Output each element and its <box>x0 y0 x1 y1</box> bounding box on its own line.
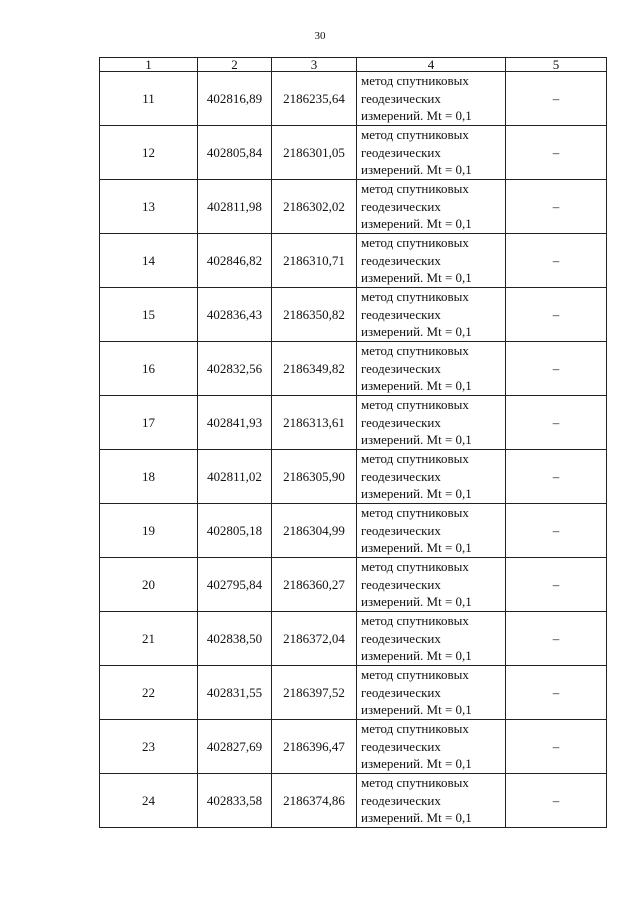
table-row <box>100 504 607 558</box>
note-dash: – <box>506 342 607 396</box>
coordinate-y: 2186374,86 <box>272 774 357 828</box>
table-row <box>100 126 607 180</box>
method-description <box>357 450 506 504</box>
note-dash: – <box>506 126 607 180</box>
method-line: геодезических <box>361 198 441 214</box>
point-number: 20 <box>100 558 198 612</box>
table-row <box>100 396 607 450</box>
point-number: 24 <box>100 774 198 828</box>
method-description <box>357 126 506 180</box>
note-dash: – <box>506 666 607 720</box>
method-line: измерений. Mt = 0,1 <box>361 216 472 232</box>
point-number: 23 <box>100 720 198 774</box>
method-line: измерений. Mt = 0,1 <box>361 270 472 286</box>
coordinate-y: 2186360,27 <box>272 558 357 612</box>
point-number: 22 <box>100 666 198 720</box>
header-col-5: 5 <box>506 58 607 72</box>
method-line: геодезических <box>361 630 441 646</box>
method-line: геодезических <box>361 576 441 592</box>
coordinate-y: 2186396,47 <box>272 720 357 774</box>
method-line: измерений. Mt = 0,1 <box>361 108 472 124</box>
table-row <box>100 180 607 234</box>
method-line: измерений. Mt = 0,1 <box>361 756 472 772</box>
point-number: 14 <box>100 234 198 288</box>
coordinate-y: 2186397,52 <box>272 666 357 720</box>
method-line: геодезических <box>361 144 441 160</box>
note-dash: – <box>506 450 607 504</box>
method-line: метод спутниковых <box>361 721 469 737</box>
point-number: 12 <box>100 126 198 180</box>
method-line: измерений. Mt = 0,1 <box>361 810 472 826</box>
method-line: геодезических <box>361 468 441 484</box>
table-row <box>100 720 607 774</box>
coordinate-y: 2186372,04 <box>272 612 357 666</box>
method-description <box>357 396 506 450</box>
coordinate-y: 2186301,05 <box>272 126 357 180</box>
coordinate-x: 402831,55 <box>198 666 272 720</box>
point-number: 17 <box>100 396 198 450</box>
method-line: метод спутниковых <box>361 235 469 251</box>
coordinate-x: 402805,18 <box>198 504 272 558</box>
coordinate-x: 402827,69 <box>198 720 272 774</box>
table-row <box>100 234 607 288</box>
method-line: метод спутниковых <box>361 127 469 143</box>
method-line: геодезических <box>361 306 441 322</box>
method-line: геодезических <box>361 90 441 106</box>
coordinate-y: 2186350,82 <box>272 288 357 342</box>
table-row <box>100 72 607 126</box>
coordinate-x: 402846,82 <box>198 234 272 288</box>
method-line: измерений. Mt = 0,1 <box>361 648 472 664</box>
method-line: метод спутниковых <box>361 667 469 683</box>
method-description <box>357 612 506 666</box>
coordinate-x: 402811,02 <box>198 450 272 504</box>
method-description <box>357 342 506 396</box>
note-dash: – <box>506 612 607 666</box>
table-row <box>100 558 607 612</box>
coordinate-x: 402838,50 <box>198 612 272 666</box>
point-number: 13 <box>100 180 198 234</box>
note-dash: – <box>506 774 607 828</box>
header-col-1: 1 <box>100 58 198 72</box>
point-number: 15 <box>100 288 198 342</box>
coordinate-y: 2186304,99 <box>272 504 357 558</box>
method-line: геодезических <box>361 522 441 538</box>
point-number: 19 <box>100 504 198 558</box>
method-description <box>357 234 506 288</box>
coordinate-y: 2186310,71 <box>272 234 357 288</box>
coordinate-x: 402805,84 <box>198 126 272 180</box>
coordinate-x: 402836,43 <box>198 288 272 342</box>
method-description <box>357 558 506 612</box>
method-description <box>357 72 506 126</box>
method-line: метод спутниковых <box>361 181 469 197</box>
method-line: измерений. Mt = 0,1 <box>361 486 472 502</box>
coordinate-x: 402795,84 <box>198 558 272 612</box>
method-line: геодезических <box>361 738 441 754</box>
note-dash: – <box>506 720 607 774</box>
coordinate-x: 402833,58 <box>198 774 272 828</box>
method-line: геодезических <box>361 252 441 268</box>
method-line: измерений. Mt = 0,1 <box>361 378 472 394</box>
table-row <box>100 450 607 504</box>
method-line: метод спутниковых <box>361 613 469 629</box>
method-line: геодезических <box>361 684 441 700</box>
point-number: 18 <box>100 450 198 504</box>
table-body <box>100 72 607 828</box>
point-number: 11 <box>100 72 198 126</box>
coordinates-table <box>99 57 607 828</box>
coordinate-x: 402811,98 <box>198 180 272 234</box>
method-line: метод спутниковых <box>361 343 469 359</box>
method-line: геодезических <box>361 414 441 430</box>
method-description <box>357 666 506 720</box>
method-line: метод спутниковых <box>361 559 469 575</box>
note-dash: – <box>506 396 607 450</box>
point-number: 21 <box>100 612 198 666</box>
note-dash: – <box>506 558 607 612</box>
header-row <box>100 58 607 72</box>
table-row <box>100 774 607 828</box>
header-col-2: 2 <box>198 58 272 72</box>
method-line: метод спутниковых <box>361 775 469 791</box>
table-row <box>100 288 607 342</box>
method-line: измерений. Mt = 0,1 <box>361 540 472 556</box>
method-line: измерений. Mt = 0,1 <box>361 432 472 448</box>
page-number: 30 <box>314 30 326 42</box>
coordinate-x: 402832,56 <box>198 342 272 396</box>
method-line: геодезических <box>361 792 441 808</box>
method-line: геодезических <box>361 360 441 376</box>
method-line: метод спутниковых <box>361 451 469 467</box>
method-line: метод спутниковых <box>361 505 469 521</box>
note-dash: – <box>506 234 607 288</box>
method-line: метод спутниковых <box>361 73 469 89</box>
method-description <box>357 504 506 558</box>
method-line: измерений. Mt = 0,1 <box>361 324 472 340</box>
coordinate-y: 2186305,90 <box>272 450 357 504</box>
method-line: измерений. Mt = 0,1 <box>361 702 472 718</box>
note-dash: – <box>506 288 607 342</box>
header-col-4: 4 <box>357 58 506 72</box>
table-row <box>100 666 607 720</box>
note-dash: – <box>506 180 607 234</box>
method-description <box>357 180 506 234</box>
method-description <box>357 720 506 774</box>
coordinate-y: 2186313,61 <box>272 396 357 450</box>
method-line: измерений. Mt = 0,1 <box>361 162 472 178</box>
table-row <box>100 342 607 396</box>
coordinate-x: 402841,93 <box>198 396 272 450</box>
coordinate-y: 2186349,82 <box>272 342 357 396</box>
coordinate-y: 2186235,64 <box>272 72 357 126</box>
method-line: метод спутниковых <box>361 397 469 413</box>
note-dash: – <box>506 72 607 126</box>
method-line: метод спутниковых <box>361 289 469 305</box>
coordinate-y: 2186302,02 <box>272 180 357 234</box>
method-description <box>357 288 506 342</box>
point-number: 16 <box>100 342 198 396</box>
coordinate-x: 402816,89 <box>198 72 272 126</box>
method-description <box>357 774 506 828</box>
header-col-3: 3 <box>272 58 357 72</box>
table-row <box>100 612 607 666</box>
method-line: измерений. Mt = 0,1 <box>361 594 472 610</box>
note-dash: – <box>506 504 607 558</box>
